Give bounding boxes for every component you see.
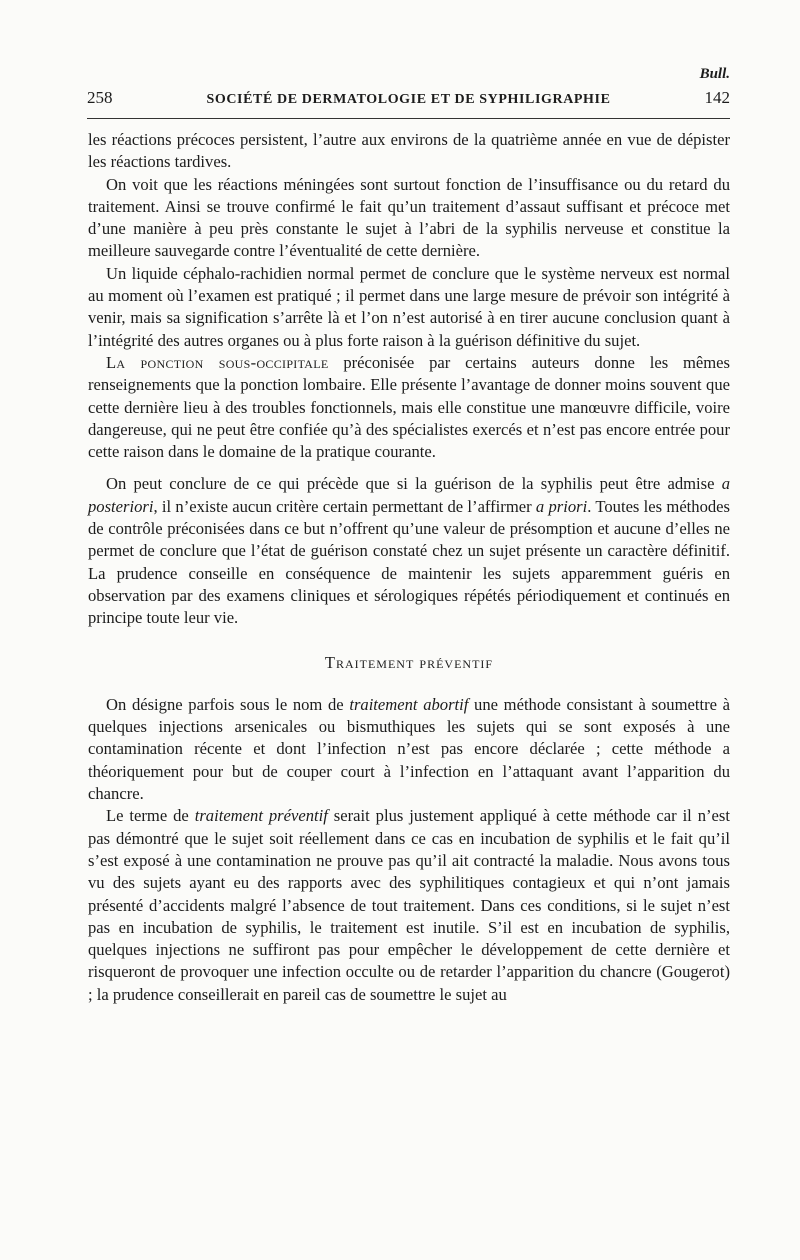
- italic-term: traitement préventif: [194, 806, 328, 826]
- term-small-caps: La ponction sous-occipitale: [106, 352, 329, 372]
- page-number: 258: [87, 88, 113, 107]
- header-rule: [87, 118, 730, 119]
- paragraph: On voit que les réactions méningées sont surtout fonction de l’insuffisance ou du retard du traitement. Ainsi se trouve confirmé le fait qu’un traitement d’assaut suffisant et précoce met d’une manière à peu près constante le sujet à l’abri de la syphilis nerveuse et constitue la meilleure sauvegarde contre l’éventualité de cette dernière.: [88, 174, 730, 261]
- paragraph: [88, 473, 730, 629]
- body-text: [88, 129, 730, 1006]
- italic-term: traitement abortif: [349, 694, 469, 714]
- paragraph: les réactions précoces persistent, l’autre aux environs de la quatrième année en vue de dépister les réactions tardives.: [88, 130, 730, 172]
- italic-term: a priori: [535, 496, 588, 516]
- paragraph-text: On désigne parfois sous le nom de: [106, 694, 350, 714]
- paragraph: [88, 694, 730, 805]
- bulletin-issue-number: 142: [704, 88, 730, 107]
- paragraph-text: , il n’existe aucun critère certain permettant de l’affirmer: [153, 496, 536, 516]
- paragraph-text: Le terme de: [106, 806, 195, 826]
- running-header: [87, 88, 730, 108]
- running-title: SOCIÉTÉ DE DERMATOLOGIE ET DE SYPHILIGRAPHIE: [206, 92, 611, 107]
- paragraph-text: . Toutes les méthodes de contrôle préconisées dans ce but n’offrent qu’une valeur de présomption et aucune d’elles ne permet de conclure que l’état de guérison constaté chez un sujet présente un caractère définitif. La prudence conseille en conséquence de maintenir les sujets apparemment guéris en observation par des examens cliniques et sérologiques répétés périodiquement et continués en principe toute leur vie.: [88, 496, 731, 628]
- paragraph-text: une méthode consistant à soumettre à quelques injections arsenicales ou bismuthiques les sujets qui se sont exposés à une contamination récente et dont l’infection n’est pas encore déclarée ; cette méthode a théoriquement pour but de couper court à l’infection en l’attaquant avant l’apparition du chancre.: [88, 694, 730, 804]
- paragraph-text: serait plus justement appliqué à cette méthode car il n’est pas démontré que le sujet soit réellement dans ce cas en incubation de syphilis et le fait qu’il s’est exposé à une contamination ne prouve pas qu’il ait contracté la maladie. Nous avons tous vu des sujets ayant eu des rapports avec des syphilitiques contagieux et qui n’ont jamais présenté d’accidents malgré l’absence de tout traitement. Dans ces conditions, si le sujet n’est pas en incubation de syphilis, le traitement est inutile. S’il est en incubation de syphilis, quelques injections ne suffiront pas pour empêcher le développement de cette dernière et risqueront de provoquer une infection occulte ou de retarder l’apparition du chancre (Gougerot) ; la prudence conseillerait en pareil cas de soumettre le sujet au: [88, 806, 730, 1004]
- paragraph: [88, 352, 730, 463]
- section-title: Traitement préventif: [324, 652, 494, 672]
- paragraph-text: préconisée par certains auteurs donne les mêmes renseignements que la ponction lombaire. Elle présente l’avantage de donner moins souvent que cette dernière lieu à des troubles fonctionnels, mais elle constitue une manœuvre difficile, voire dangereuse, qui ne peut être confiée qu’à des spécialistes exercés et n’est pas encore entrée pour cette raison dans le domaine de la pratique courante.: [88, 352, 730, 462]
- bulletin-label: Bull.: [699, 66, 730, 82]
- italic-term: a posteriori: [88, 474, 730, 516]
- bulletin-number: [700, 66, 730, 83]
- paragraph: [88, 805, 730, 1006]
- paragraph-gap: [88, 463, 730, 473]
- paragraph: Un liquide céphalo-rachidien normal permet de conclure que le système nerveux est normal au moment où l’examen est pratiqué ; il permet dans une large mesure de prévoir son intégrité à venir, mais sa signification s’arrête là et l’on n’est autorisé à en tirer aucune conclusion quant à l’intégrité des autres organes ou à plus forte raison à la guérison définitive du sujet.: [88, 263, 730, 350]
- paragraph-text: On peut conclure de ce qui précède que si la guérison de la syphilis peut être admise: [106, 474, 722, 494]
